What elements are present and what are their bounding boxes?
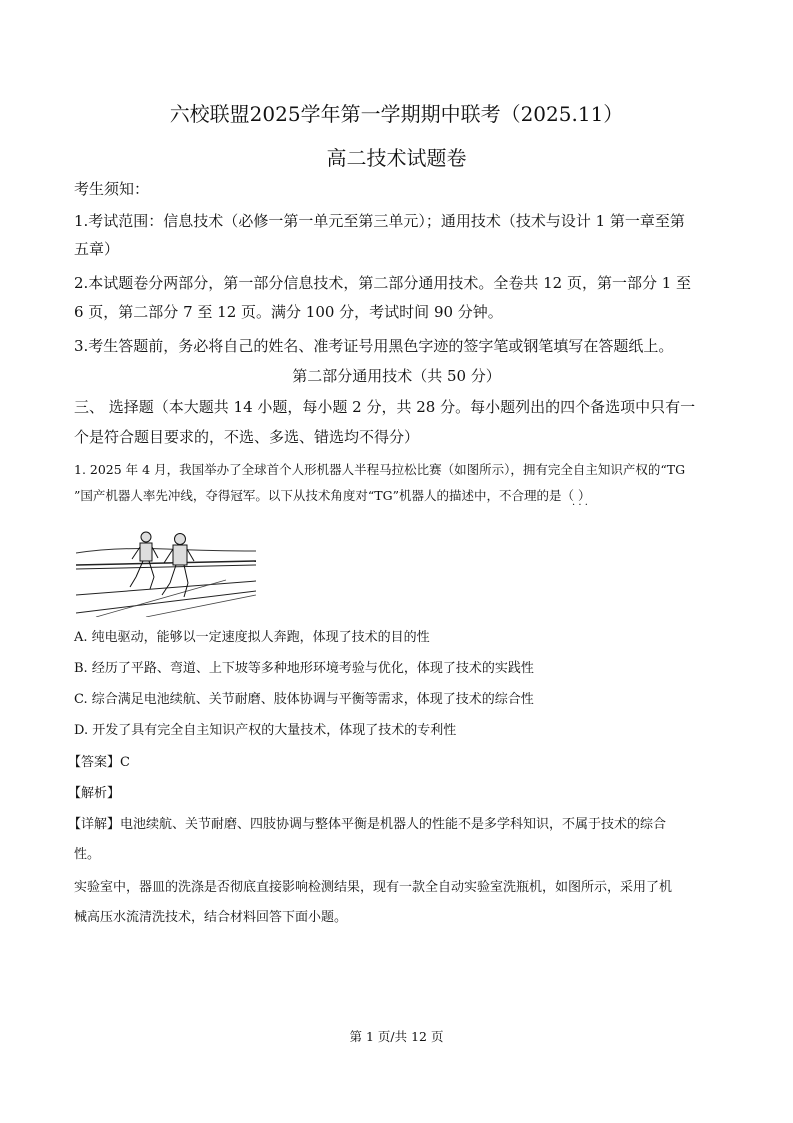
section-title: 第二部分通用技术（共 50 分） [292, 367, 501, 385]
option-b: B. 经历了平路、弯道、上下坡等多种地形环境考验与优化，体现了技术的实践性 [74, 661, 534, 676]
notice-heading: 考生须知： [74, 180, 150, 198]
material-text-cont: 械高压水流清洗技术，结合材料回答下面小题。 [74, 910, 348, 925]
section-instructions-cont: 个是符合题目要求的，不选、多选、错选均不得分） [74, 428, 420, 446]
page-footer: 第 1 页/共 12 页 [349, 1029, 444, 1044]
detailed-explanation: 【详解】电池续航、关节耐磨、四肢协调与整体平衡是机器人的性能不是多学科知识，不属于技术的综合 [68, 817, 667, 832]
question-1-stem: 1. 2025 年 4 月，我国举办了全球首个人形机器人半程马拉松比赛（如图所示），拥有完全自主知识产权的“TG [74, 462, 686, 477]
option-c: C. 综合满足电池续航、关节耐磨、肢体协调与平衡等需求，体现了技术的综合性 [74, 692, 534, 707]
material-text: 实验室中，器皿的洗涤是否彻底直接影响检测结果，现有一款全自动实验室洗瓶机，如图所示，采用了机 [74, 880, 673, 895]
option-d: D. 开发了具有完全自主知识产权的大量技术，体现了技术的专利性 [74, 723, 457, 738]
robot-marathon-image [76, 525, 256, 617]
notice-item-1: 1.考试范围：信息技术（必修一第一单元至第三单元）；通用技术（技术与设计 1 第一章至第 [74, 212, 685, 230]
exam-title: 六校联盟2025学年第一学期期中联考（2025.11） [169, 102, 624, 126]
paper-subtitle: 高二技术试题卷 [326, 146, 467, 170]
question-1-stem-cont: ”国产机器人率先冲线，夺得冠军。以下从技术角度对“TG”机器人的描述中，不合理的是（ ） [74, 488, 591, 503]
answer: 【答案】C [68, 755, 130, 770]
detailed-explanation-cont: 性。 [74, 847, 101, 862]
notice-item-1-cont: 五章） [74, 240, 120, 258]
section-instructions: 三、 选择题（本大题共 14 小题，每小题 2 分，共 28 分。每小题列出的四个备选项中只有一 [74, 398, 696, 416]
option-a: A. 纯电驱动，能够以一定速度拟人奔跑，体现了技术的目的性 [74, 630, 430, 645]
analysis-label: 【解析】 [68, 786, 121, 801]
emphasis-marks: · · · [572, 500, 588, 511]
notice-item-3: 3.考生答题前，务必将自己的姓名、准考证号用黑色字迹的签字笔或钢笔填写在答题纸上。 [74, 337, 674, 355]
notice-item-2: 2.本试题卷分两部分，第一部分信息技术，第二部分通用技术。全卷共 12 页，第一部分 1 至 [74, 274, 692, 292]
notice-item-2-cont: 6 页，第二部分 7 至 12 页。满分 100 分，考试时间 90 分钟。 [74, 303, 503, 321]
